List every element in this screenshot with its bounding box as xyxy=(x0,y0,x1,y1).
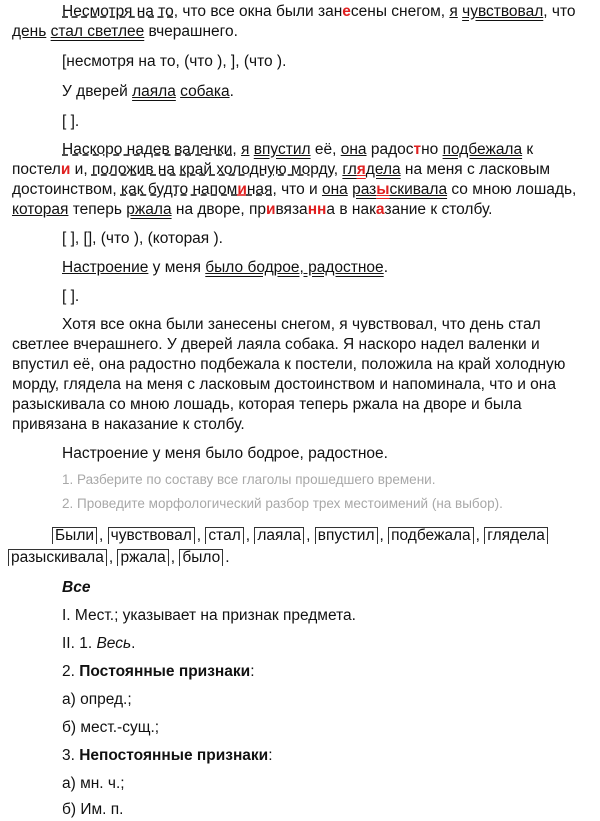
subject: Настроение xyxy=(62,259,149,276)
text: , xyxy=(379,527,389,544)
highlight-letter: я xyxy=(356,161,366,178)
task-2: 2. Проведите морфологический разбор трех местоимений (на выбор). xyxy=(62,496,503,511)
predicate: стал светлее xyxy=(50,23,145,40)
verb: стал xyxy=(205,527,243,544)
text: . xyxy=(383,259,388,276)
text-line: светлее вчерашнего. У дверей лаяла собака. Я наскоро надел валенки и xyxy=(12,336,540,353)
subject: день xyxy=(12,23,47,40)
text: 2. xyxy=(62,663,80,680)
text: . xyxy=(225,549,230,566)
adverbial: Наскоро надев валенки xyxy=(62,141,233,158)
analysis-item: а) опред.; xyxy=(62,691,132,708)
predicate: ржала xyxy=(126,201,172,218)
heading: Постоянные признаки xyxy=(79,663,251,680)
adverbial: Несмотря на то xyxy=(62,3,174,20)
adverbial: как будто напом xyxy=(120,181,238,198)
text: , что xyxy=(543,3,576,20)
highlight-letter: а xyxy=(375,201,385,218)
initial-form: Весь xyxy=(96,635,132,652)
text: со мною лошадь, xyxy=(447,181,577,198)
scheme-1: [несмотря на то, (что ), ], (что ). xyxy=(62,53,287,70)
verb: лаяла xyxy=(254,527,304,544)
predicate: подбежала xyxy=(442,141,523,158)
sentence-1-line-2 xyxy=(0,22,600,42)
adverbial: положив на край холодную морду xyxy=(91,161,334,178)
text: сены снегом, xyxy=(350,3,450,20)
text: : xyxy=(250,663,255,680)
highlight-letter: и xyxy=(60,161,71,178)
text: , xyxy=(196,527,206,544)
analysis-item: а) мн. ч.; xyxy=(62,775,125,792)
text: , xyxy=(245,527,255,544)
verbs-row-2 xyxy=(8,548,600,568)
text: достоинством, xyxy=(12,181,121,198)
predicate: скивала xyxy=(389,181,448,198)
analysis-point-2 xyxy=(0,634,600,654)
text: к xyxy=(522,141,534,158)
text: вчерашнего. xyxy=(144,23,238,40)
text: , что все окна были зан xyxy=(173,3,343,20)
predicate: впустил xyxy=(253,141,311,158)
text: но xyxy=(421,141,443,158)
scheme-4: [ ]. xyxy=(62,288,80,305)
highlight-letter: ы xyxy=(376,181,390,198)
scheme-3: [ ], [], (что ), (которая ). xyxy=(62,230,223,247)
analysis-item: б) мест.-сущ.; xyxy=(62,719,160,736)
text-line: привязана в наказание к столбу. xyxy=(12,416,245,433)
text: вяза xyxy=(275,201,308,218)
text: зание к столбу. xyxy=(384,201,493,218)
text: У дверей xyxy=(62,83,133,100)
text-line: Хотя все окна были занесены снегом, я чувствовал, что день стал xyxy=(62,316,541,333)
text: , что и xyxy=(272,181,322,198)
sentence-2 xyxy=(0,82,600,102)
predicate: гл xyxy=(342,161,357,178)
subject: я xyxy=(449,3,458,20)
text-line: впустил её, она радостно подбежала к постели, положила на край холодную xyxy=(12,356,566,373)
verb: подбежала xyxy=(388,527,474,544)
text: на дворе, пр xyxy=(171,201,266,218)
text: 3. xyxy=(62,747,80,764)
highlight-letter: и xyxy=(265,201,276,218)
text: её, xyxy=(310,141,341,158)
text-line: Настроение у меня было бодрое, радостное. xyxy=(62,445,388,462)
text: на меня с ласковым xyxy=(400,161,551,178)
verb: чувствовал xyxy=(108,527,195,544)
predicate: лаяла xyxy=(132,83,176,100)
text: II. 1. xyxy=(62,635,97,652)
analysis-constant-heading xyxy=(0,662,600,682)
text-line: разыскивала со мною лошадь, которая теперь ржала на дворе и была xyxy=(12,396,522,413)
sentence-3-line-2 xyxy=(0,160,600,180)
analysis-point-1: I. Мест.; указывает на признак предмета. xyxy=(62,607,356,624)
predicate: дела xyxy=(365,161,401,178)
highlight-letter: и xyxy=(237,181,247,198)
subject: которая xyxy=(12,201,69,218)
sentence-3-line-4 xyxy=(0,200,600,220)
text: . xyxy=(131,635,136,652)
highlight-letter: нн xyxy=(307,201,327,218)
predicate: раз xyxy=(352,181,377,198)
text: у меня xyxy=(148,259,206,276)
sentence-3-line-1 xyxy=(0,140,600,160)
analysis-item: б) Им. п. xyxy=(62,801,124,818)
scheme-2: [ ]. xyxy=(62,113,80,130)
text-line: морду, глядела на меня с ласковым достоинством и напоминала, что и она xyxy=(12,376,556,393)
text: , xyxy=(306,527,315,544)
verb: Были xyxy=(52,527,97,544)
text: . xyxy=(229,83,234,100)
sentence-4 xyxy=(0,258,600,278)
verbs-row-1 xyxy=(52,526,600,546)
subject: она xyxy=(340,141,367,158)
analysis-word: Все xyxy=(62,579,91,596)
highlight-letter: е xyxy=(342,3,351,20)
text: а в нак xyxy=(326,201,376,218)
subject: она xyxy=(321,181,348,198)
text: : xyxy=(268,747,273,764)
sentence-1-line-1 xyxy=(0,2,600,22)
predicate: было бодрое, радостное xyxy=(205,259,384,276)
text: , xyxy=(108,549,118,566)
predicate: чувствовал xyxy=(462,3,544,20)
text: и, xyxy=(70,161,92,178)
sentence-3-line-3 xyxy=(0,180,600,200)
verb: глядела xyxy=(484,527,548,544)
text: , xyxy=(333,161,343,178)
verb: было xyxy=(179,549,223,566)
verb: ржала xyxy=(117,549,168,566)
task-1: 1. Разберите по составу все глаголы прошедшего времени. xyxy=(62,472,436,487)
text: , xyxy=(475,527,485,544)
subject: я xyxy=(241,141,250,158)
verb: разыскивала xyxy=(8,549,107,566)
highlight-letter: т xyxy=(413,141,422,158)
subject: собака xyxy=(180,83,230,100)
text: радос xyxy=(366,141,414,158)
text: , xyxy=(232,141,242,158)
text: теперь xyxy=(68,201,127,218)
adverbial: ная xyxy=(246,181,273,198)
verb: впустил xyxy=(315,527,378,544)
text: , xyxy=(170,549,180,566)
text: , xyxy=(99,527,108,544)
heading: Непостоянные признаки xyxy=(79,747,269,764)
analysis-variable-heading xyxy=(0,746,600,766)
text: постел xyxy=(12,161,61,178)
